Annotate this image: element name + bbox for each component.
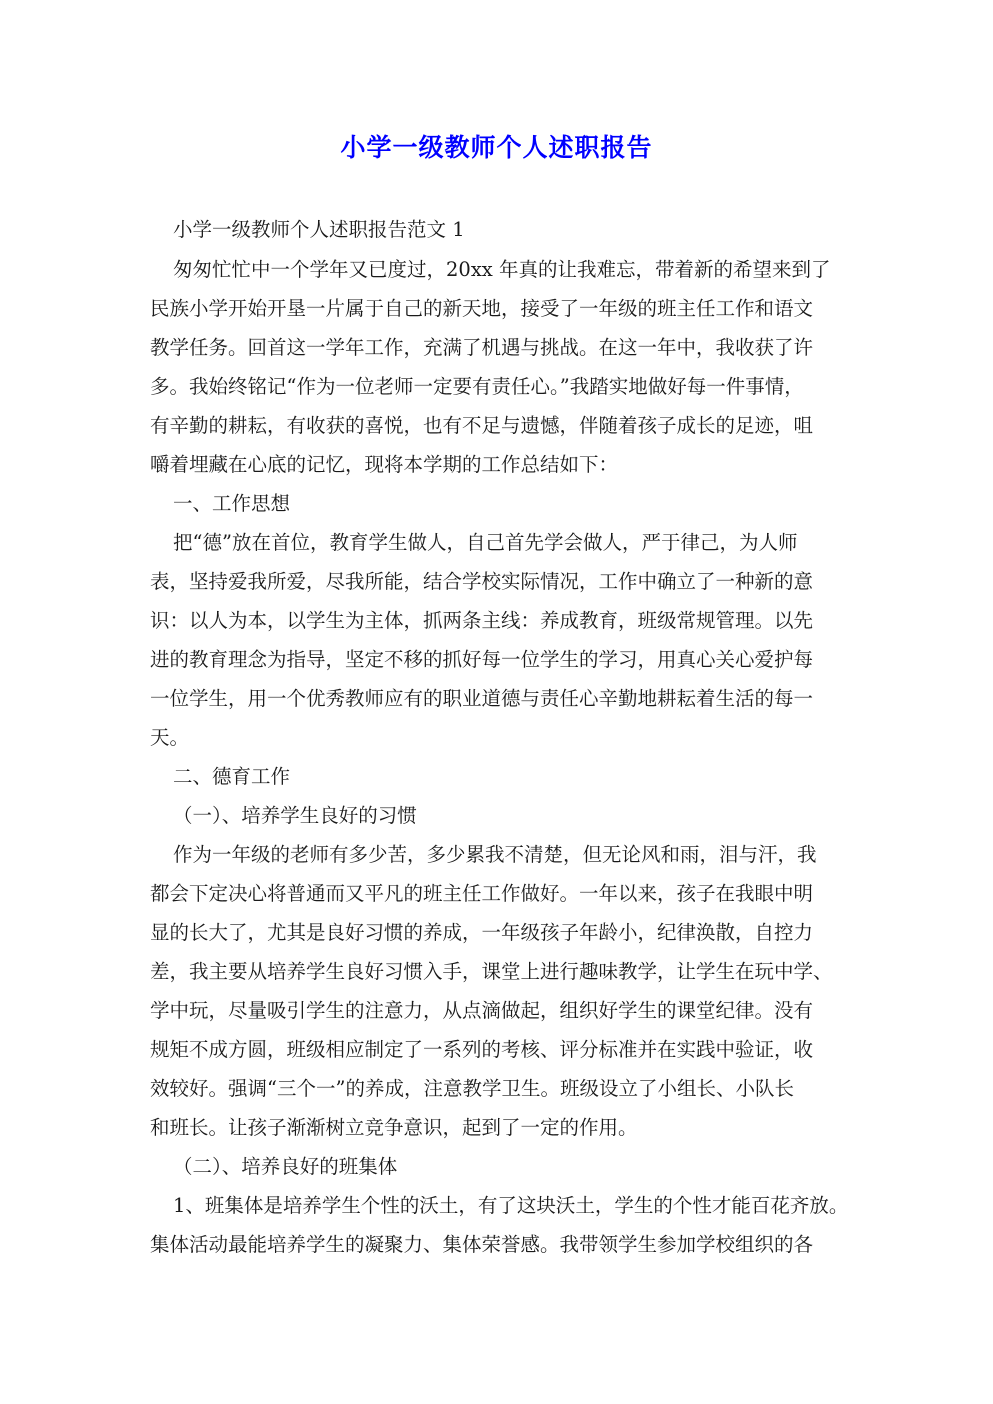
paragraph-line: 多。我始终铭记“作为一位老师一定要有责任心。”我踏实地做好每一件事情，	[150, 375, 804, 398]
section-heading: 一、工作思想	[173, 492, 291, 515]
paragraph-line: 和班长。让孩子渐渐树立竞争意识，起到了一定的作用。	[150, 1116, 638, 1139]
paragraph-line: 差，我主要从培养学生良好习惯入手，课堂上进行趣味教学，让学生在玩中学、	[150, 960, 833, 983]
paragraph-line: 民族小学开始开垦一片属于自己的新天地，接受了一年级的班主任工作和语文	[150, 297, 814, 320]
paragraph-line: 表，坚持爱我所爱，尽我所能，结合学校实际情况，工作中确立了一种新的意	[150, 570, 814, 593]
paragraph-line: 识：以人为本，以学生为主体，抓两条主线：养成教育，班级常规管理。以先	[150, 609, 814, 632]
paragraph-line: 都会下定决心将普通而又平凡的班主任工作做好。一年以来，孩子在我眼中明	[150, 882, 814, 905]
paragraph-line: 把“德”放在首位，教育学生做人，自己首先学会做人，严于律己，为人师	[173, 531, 798, 554]
document-title: 小学一级教师个人述职报告	[340, 133, 653, 162]
paragraph-line: 集体活动最能培养学生的凝聚力、集体荣誉感。我带领学生参加学校组织的各	[150, 1233, 814, 1256]
paragraph-line: 作为一年级的老师有多少苦，多少累我不清楚，但无论风和雨，泪与汗，我	[173, 843, 817, 866]
paragraph-line: 一位学生，用一个优秀教师应有的职业道德与责任心辛勤地耕耘着生活的每一	[150, 687, 814, 710]
paragraph-line: 有辛勤的耕耘，有收获的喜悦，也有不足与遗憾，伴随着孩子成长的足迹，咀	[150, 414, 814, 437]
section-subtitle: 小学一级教师个人述职报告范文 1	[173, 218, 465, 241]
paragraph-line: 学中玩，尽量吸引学生的注意力，从点滴做起，组织好学生的课堂纪律。没有	[150, 999, 814, 1022]
paragraph-line: 天。	[150, 726, 190, 749]
paragraph-line: 嚼着埋藏在心底的记忆，现将本学期的工作总结如下：	[150, 453, 619, 476]
section-heading: 二、德育工作	[173, 765, 291, 788]
paragraph-line: 1、班集体是培养学生个性的沃土，有了这块沃土，学生的个性才能百花齐放。	[173, 1194, 849, 1217]
subsection-heading: （一）、培养学生良好的习惯	[173, 804, 417, 827]
paragraph-line: 匆匆忙忙中一个学年又已度过，20xx 年真的让我难忘，带着新的希望来到了	[173, 258, 831, 281]
paragraph-line: 进的教育理念为指导，坚定不移的抓好每一位学生的学习，用真心关心爱护每	[150, 648, 814, 671]
paragraph-line: 效较好。强调“三个一”的养成，注意教学卫生。班级设立了小组长、小队长	[150, 1077, 794, 1100]
paragraph-line: 规矩不成方圆，班级相应制定了一系列的考核、评分标准并在实践中验证，收	[150, 1038, 814, 1061]
paragraph-line: 教学任务。回首这一学年工作，充满了机遇与挑战。在这一年中，我收获了许	[150, 336, 814, 359]
subsection-heading: （二）、培养良好的班集体	[173, 1155, 398, 1178]
paragraph-line: 显的长大了，尤其是良好习惯的养成，一年级孩子年龄小，纪律涣散，自控力	[150, 921, 814, 944]
